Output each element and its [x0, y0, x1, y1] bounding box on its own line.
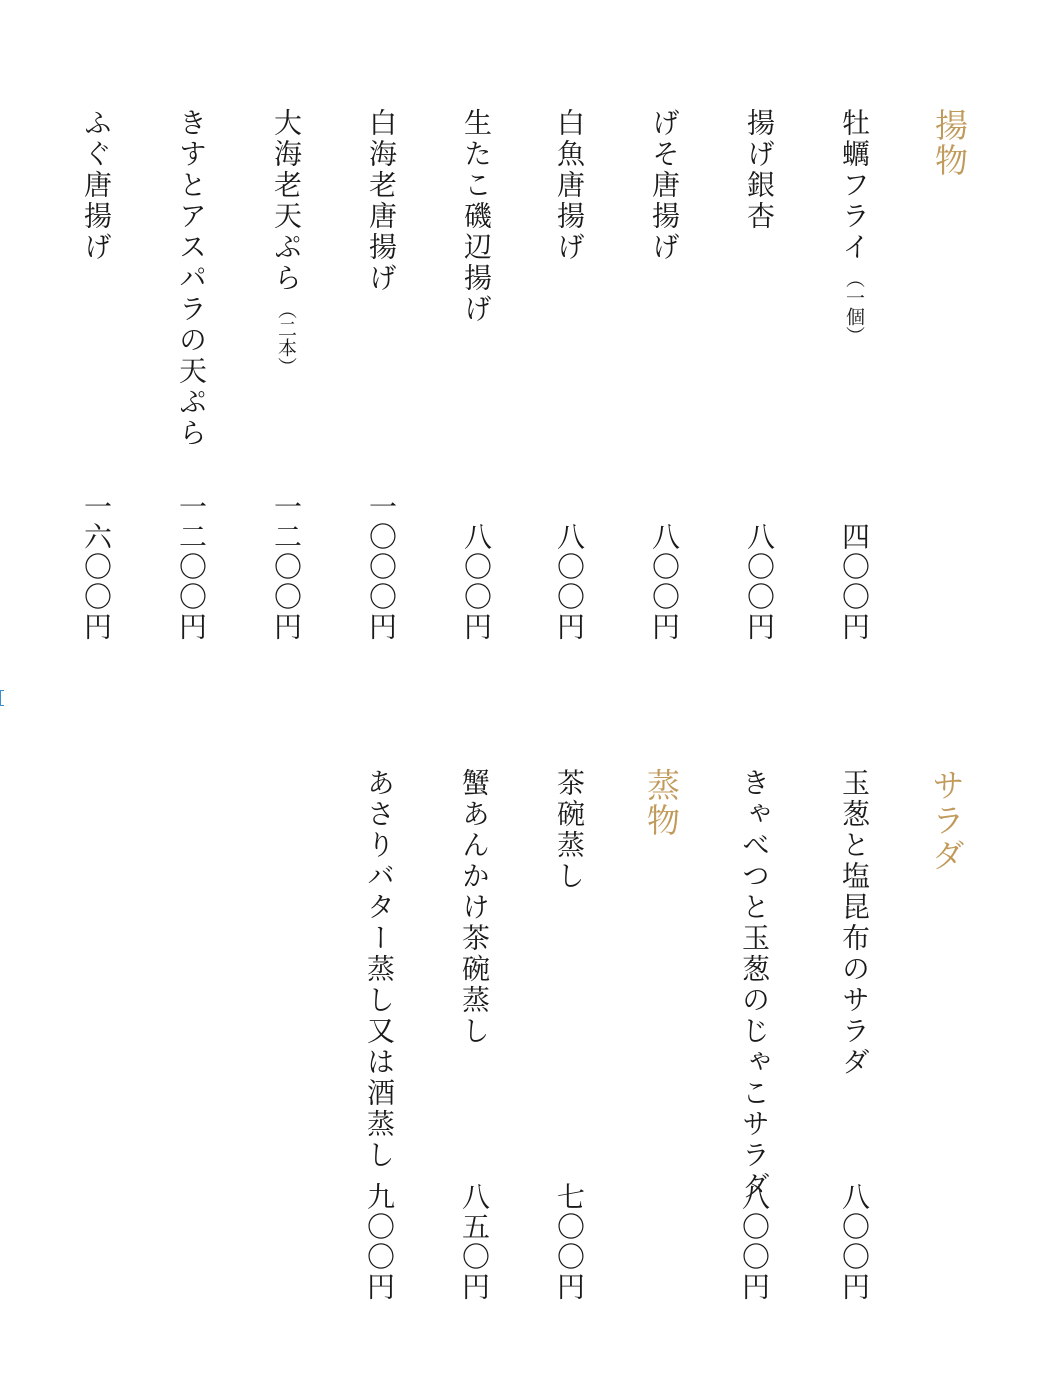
page-marker: [0, 690, 4, 706]
menu-item-name: あさりバター蒸し又は酒蒸し: [363, 768, 396, 1171]
menu-item-name: 茶碗蒸し: [553, 768, 586, 892]
item-name-text: 牡蠣フライ: [838, 108, 871, 263]
menu-item-price: 一六〇〇円: [80, 492, 113, 642]
menu-item-name: 白魚唐揚げ: [553, 108, 586, 263]
menu-item-name: きゃべつと玉葱のじゃこサラダ: [738, 768, 771, 1202]
menu-item-name: 玉葱と塩昆布のサラダ: [838, 768, 871, 1078]
menu-item-price: 四〇〇円: [838, 522, 871, 642]
menu-item-price: 八〇〇円: [553, 522, 586, 642]
item-note: （一個）: [843, 269, 865, 345]
menu-item-price: 七〇〇円: [553, 1182, 586, 1302]
section-heading-mushimono: 蒸物: [642, 768, 681, 838]
menu-item-name: 蟹あんかけ茶碗蒸し: [458, 768, 491, 1047]
menu-item-price: 一二〇〇円: [270, 492, 303, 642]
section-heading-salad: サラダ: [927, 768, 966, 873]
menu-item-price: 八〇〇円: [460, 522, 493, 642]
menu-item-name: きすとアスパラの天ぷら: [175, 108, 208, 449]
menu-item-name: 生たこ磯辺揚げ: [460, 108, 493, 325]
menu-item-name: げそ唐揚げ: [648, 108, 681, 263]
menu-item-name: [270, 108, 303, 376]
menu-item-price: 九〇〇円: [363, 1182, 396, 1302]
menu-item-name: 白海老唐揚げ: [365, 108, 398, 294]
menu-item-price: 八〇〇円: [743, 522, 776, 642]
menu-item-price: 八五〇円: [458, 1182, 491, 1302]
item-name-text: 大海老天ぷら: [270, 108, 303, 294]
menu-item-name: [838, 108, 871, 345]
menu-item-name: 揚げ銀杏: [743, 108, 776, 232]
menu-item-price: 八〇〇円: [738, 1182, 771, 1302]
menu-item-price: 八〇〇円: [648, 522, 681, 642]
section-heading-agemono: 揚物: [930, 108, 969, 178]
menu-item-price: 一二〇〇円: [175, 492, 208, 642]
menu-item-name: ふぐ唐揚げ: [80, 108, 113, 263]
item-note: （二本）: [275, 300, 297, 376]
menu-item-price: 一〇〇〇円: [365, 492, 398, 642]
menu-item-price: 八〇〇円: [838, 1182, 871, 1302]
